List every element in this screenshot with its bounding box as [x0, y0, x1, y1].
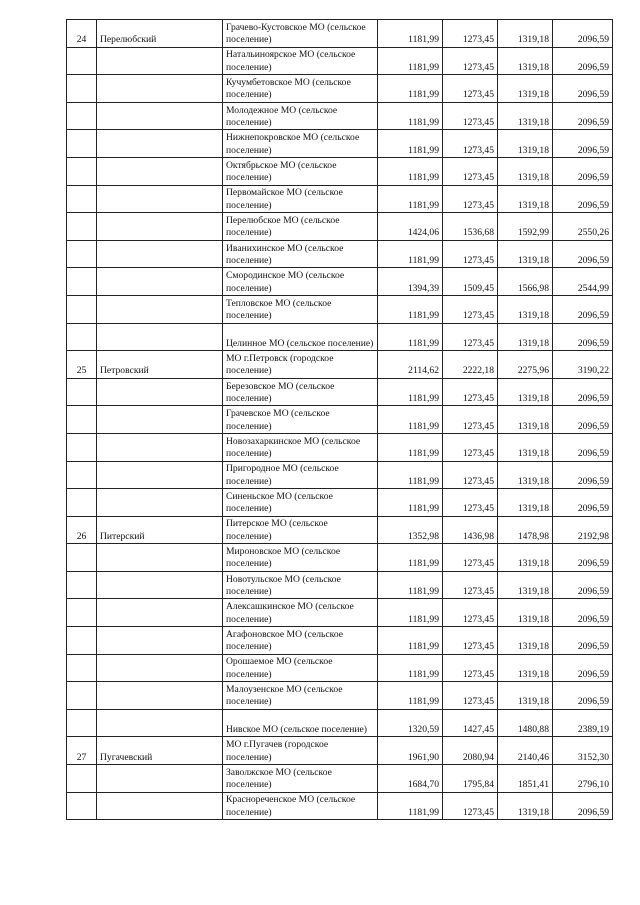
- district-name: [97, 433, 223, 461]
- value-col-2: 1273,45: [443, 102, 498, 130]
- row-number: [67, 157, 97, 185]
- municipality-name: Заволжское МО (сельское поселение): [223, 765, 378, 793]
- value-col-1: 1181,99: [378, 75, 443, 103]
- value-col-2: 1509,45: [443, 268, 498, 296]
- row-number: [67, 792, 97, 820]
- value-col-1: 1181,99: [378, 47, 443, 75]
- row-number: 26: [67, 516, 97, 544]
- municipality-name: Перелюбское МО (сельское поселение): [223, 213, 378, 241]
- value-col-4: 2096,59: [553, 102, 613, 130]
- value-col-3: 1319,18: [498, 20, 553, 48]
- municipality-name: Октябрьское МО (сельское поселение): [223, 157, 378, 185]
- value-col-2: 2222,18: [443, 351, 498, 379]
- value-col-1: 1181,99: [378, 654, 443, 682]
- row-number: [67, 102, 97, 130]
- value-col-3: 1851,41: [498, 765, 553, 793]
- value-col-2: 1427,45: [443, 709, 498, 737]
- value-col-2: 1536,68: [443, 213, 498, 241]
- value-col-1: 1424,06: [378, 213, 443, 241]
- district-name: [97, 75, 223, 103]
- district-name: [97, 627, 223, 655]
- value-col-3: 1319,18: [498, 240, 553, 268]
- district-name: [97, 47, 223, 75]
- value-col-1: 1181,99: [378, 130, 443, 158]
- value-col-3: 1319,18: [498, 102, 553, 130]
- municipality-name: Тепловское МО (сельское поселение): [223, 295, 378, 323]
- district-name: [97, 682, 223, 710]
- municipality-name: Первомайское МО (сельское поселение): [223, 185, 378, 213]
- value-col-4: 2096,59: [553, 489, 613, 517]
- row-number: 25: [67, 351, 97, 379]
- value-col-3: 1566,98: [498, 268, 553, 296]
- value-col-4: 2096,59: [553, 571, 613, 599]
- value-col-1: 1320,59: [378, 709, 443, 737]
- value-col-1: 1181,99: [378, 792, 443, 820]
- value-col-2: 1273,45: [443, 682, 498, 710]
- table-row: [67, 765, 613, 793]
- row-number: [67, 268, 97, 296]
- row-number: [67, 571, 97, 599]
- value-col-3: 1592,99: [498, 213, 553, 241]
- value-col-1: 1181,99: [378, 461, 443, 489]
- value-col-3: 1319,18: [498, 599, 553, 627]
- value-col-2: 1273,45: [443, 378, 498, 406]
- municipality-name: МО г.Петровск (городское поселение): [223, 351, 378, 379]
- row-number: [67, 544, 97, 572]
- district-name: [97, 599, 223, 627]
- value-col-4: 2096,59: [553, 323, 613, 351]
- table-row: [67, 433, 613, 461]
- value-col-4: 2096,59: [553, 20, 613, 48]
- value-col-3: 1319,18: [498, 185, 553, 213]
- municipality-name: Кучумбетовское МО (сельское поселение): [223, 75, 378, 103]
- municipality-name: Натальиноярское МО (сельское поселение): [223, 47, 378, 75]
- value-col-1: 1181,99: [378, 406, 443, 434]
- row-number: [67, 75, 97, 103]
- municipality-name: Смородинское МО (сельское поселение): [223, 268, 378, 296]
- value-col-1: 2114,62: [378, 351, 443, 379]
- municipality-name: Агафоновское МО (сельское поселение): [223, 627, 378, 655]
- district-name: [97, 295, 223, 323]
- table-row: [67, 130, 613, 158]
- value-col-1: 1181,99: [378, 102, 443, 130]
- row-number: [67, 185, 97, 213]
- value-col-4: 2096,59: [553, 185, 613, 213]
- value-col-4: 2096,59: [553, 47, 613, 75]
- row-number: [67, 627, 97, 655]
- row-number: [67, 433, 97, 461]
- value-col-4: 3190,22: [553, 351, 613, 379]
- value-col-2: 1273,45: [443, 75, 498, 103]
- district-name: [97, 489, 223, 517]
- table-row: [67, 268, 613, 296]
- value-col-1: 1181,99: [378, 544, 443, 572]
- table-row: [67, 627, 613, 655]
- value-col-2: 1273,45: [443, 433, 498, 461]
- district-name: [97, 765, 223, 793]
- value-col-3: 1478,98: [498, 516, 553, 544]
- row-number: [67, 709, 97, 737]
- row-number: [67, 489, 97, 517]
- value-col-4: 2096,59: [553, 792, 613, 820]
- municipality-name: Мироновское МО (сельское поселение): [223, 544, 378, 572]
- value-col-3: 1319,18: [498, 130, 553, 158]
- value-col-3: 1319,18: [498, 792, 553, 820]
- table-row: [67, 157, 613, 185]
- value-col-3: 1319,18: [498, 489, 553, 517]
- district-name: [97, 406, 223, 434]
- value-col-3: 1319,18: [498, 461, 553, 489]
- table-row: [67, 406, 613, 434]
- value-col-1: 1181,99: [378, 295, 443, 323]
- value-col-2: 1273,45: [443, 130, 498, 158]
- district-name: [97, 323, 223, 351]
- value-col-3: 1319,18: [498, 157, 553, 185]
- value-col-4: 2096,59: [553, 599, 613, 627]
- value-col-4: 2096,59: [553, 654, 613, 682]
- district-name: Петровский: [97, 351, 223, 379]
- municipality-name: Новотульское МО (сельское поселение): [223, 571, 378, 599]
- district-name: [97, 709, 223, 737]
- table-row: [67, 295, 613, 323]
- municipality-name: Пригородное МО (сельское поселение): [223, 461, 378, 489]
- value-col-1: 1181,99: [378, 682, 443, 710]
- value-col-1: 1684,70: [378, 765, 443, 793]
- table-row: [67, 709, 613, 737]
- row-number: [67, 295, 97, 323]
- row-number: [67, 130, 97, 158]
- municipality-name: Молодежное МО (сельское поселение): [223, 102, 378, 130]
- value-col-2: 1273,45: [443, 627, 498, 655]
- row-number: [67, 599, 97, 627]
- row-number: [67, 323, 97, 351]
- value-col-3: 1319,18: [498, 378, 553, 406]
- value-col-1: 1961,90: [378, 737, 443, 765]
- value-col-2: 1273,45: [443, 599, 498, 627]
- value-col-4: 2389,19: [553, 709, 613, 737]
- value-col-1: 1181,99: [378, 378, 443, 406]
- municipality-name: Нижнепокровское МО (сельское поселение): [223, 130, 378, 158]
- value-col-2: 1273,45: [443, 157, 498, 185]
- value-col-3: 1319,18: [498, 323, 553, 351]
- district-name: [97, 461, 223, 489]
- value-col-1: 1181,99: [378, 627, 443, 655]
- municipality-name: Синеньское МО (сельское поселение): [223, 489, 378, 517]
- table-row: [67, 544, 613, 572]
- value-col-2: 1273,45: [443, 571, 498, 599]
- value-col-1: 1181,99: [378, 240, 443, 268]
- value-col-4: 2096,59: [553, 130, 613, 158]
- district-name: [97, 378, 223, 406]
- value-col-4: 2096,59: [553, 157, 613, 185]
- table-row: [67, 571, 613, 599]
- value-col-3: 1319,18: [498, 654, 553, 682]
- value-col-4: 2096,59: [553, 627, 613, 655]
- table-row: [67, 47, 613, 75]
- value-col-1: 1181,99: [378, 489, 443, 517]
- value-col-3: 2140,46: [498, 737, 553, 765]
- tariff-table: [66, 19, 613, 820]
- municipality-name: Березовское МО (сельское поселение): [223, 378, 378, 406]
- municipality-name: Алексашкинское МО (сельское поселение): [223, 599, 378, 627]
- row-number: 27: [67, 737, 97, 765]
- table-row: [67, 20, 613, 48]
- value-col-1: 1181,99: [378, 157, 443, 185]
- district-name: Пугачевский: [97, 737, 223, 765]
- table-row: [67, 102, 613, 130]
- row-number: [67, 765, 97, 793]
- row-number: [67, 654, 97, 682]
- value-col-1: 1181,99: [378, 185, 443, 213]
- district-name: [97, 268, 223, 296]
- value-col-1: 1352,98: [378, 516, 443, 544]
- municipality-name: Питерское МО (сельское поселение): [223, 516, 378, 544]
- value-col-2: 1273,45: [443, 20, 498, 48]
- table-row: [67, 185, 613, 213]
- value-col-2: 1273,45: [443, 654, 498, 682]
- value-col-2: 1273,45: [443, 295, 498, 323]
- value-col-2: 1273,45: [443, 792, 498, 820]
- value-col-4: 2096,59: [553, 378, 613, 406]
- row-number: [67, 378, 97, 406]
- value-col-4: 2096,59: [553, 433, 613, 461]
- value-col-3: 1319,18: [498, 682, 553, 710]
- row-number: [67, 461, 97, 489]
- municipality-name: Целинное МО (сельское поселение): [223, 323, 378, 351]
- table-row: [67, 599, 613, 627]
- district-name: Питерский: [97, 516, 223, 544]
- table-row: [67, 75, 613, 103]
- municipality-name: Грачево-Кустовское МО (сельское поселение): [223, 20, 378, 48]
- value-col-3: 1319,18: [498, 406, 553, 434]
- value-col-3: 1480,88: [498, 709, 553, 737]
- value-col-2: 1273,45: [443, 544, 498, 572]
- value-col-4: 2096,59: [553, 75, 613, 103]
- value-col-3: 1319,18: [498, 295, 553, 323]
- row-number: [67, 213, 97, 241]
- value-col-1: 1181,99: [378, 323, 443, 351]
- value-col-3: 1319,18: [498, 433, 553, 461]
- value-col-1: 1181,99: [378, 571, 443, 599]
- row-number: [67, 47, 97, 75]
- table-row: [67, 213, 613, 241]
- value-col-2: 1273,45: [443, 240, 498, 268]
- table-row: [67, 516, 613, 544]
- value-col-1: 1181,99: [378, 599, 443, 627]
- district-name: [97, 240, 223, 268]
- table-row: [67, 461, 613, 489]
- municipality-name: Грачевское МО (сельское поселение): [223, 406, 378, 434]
- value-col-2: 1273,45: [443, 461, 498, 489]
- value-col-1: 1394,39: [378, 268, 443, 296]
- value-col-4: 2096,59: [553, 461, 613, 489]
- row-number: [67, 406, 97, 434]
- value-col-2: 1273,45: [443, 489, 498, 517]
- district-name: [97, 571, 223, 599]
- value-col-2: 2080,94: [443, 737, 498, 765]
- district-name: [97, 157, 223, 185]
- value-col-4: 2096,59: [553, 682, 613, 710]
- municipality-name: Малоузенское МО (сельское поселение): [223, 682, 378, 710]
- district-name: [97, 544, 223, 572]
- table-row: [67, 737, 613, 765]
- value-col-3: 1319,18: [498, 571, 553, 599]
- value-col-2: 1273,45: [443, 323, 498, 351]
- municipality-name: Орошаемое МО (сельское поселение): [223, 654, 378, 682]
- table-row: [67, 323, 613, 351]
- value-col-4: 2796,10: [553, 765, 613, 793]
- value-col-1: 1181,99: [378, 433, 443, 461]
- district-name: Перелюбский: [97, 20, 223, 48]
- value-col-4: 2096,59: [553, 544, 613, 572]
- municipality-name: МО г.Пугачев (городское поселение): [223, 737, 378, 765]
- value-col-3: 1319,18: [498, 47, 553, 75]
- value-col-2: 1795,84: [443, 765, 498, 793]
- row-number: [67, 240, 97, 268]
- value-col-4: 2192,98: [553, 516, 613, 544]
- municipality-name: Иванихинское МО (сельское поселение): [223, 240, 378, 268]
- municipality-name: Новозахаркинское МО (сельское поселение): [223, 433, 378, 461]
- table-row: [67, 489, 613, 517]
- table-row: [67, 654, 613, 682]
- value-col-4: 2096,59: [553, 295, 613, 323]
- value-col-4: 2550,26: [553, 213, 613, 241]
- table-body: [67, 20, 613, 820]
- value-col-3: 1319,18: [498, 544, 553, 572]
- value-col-1: 1181,99: [378, 20, 443, 48]
- value-col-2: 1273,45: [443, 47, 498, 75]
- municipality-name: Нивское МО (сельское поселение): [223, 709, 378, 737]
- value-col-2: 1273,45: [443, 406, 498, 434]
- district-name: [97, 213, 223, 241]
- table-row: [67, 682, 613, 710]
- table-row: [67, 378, 613, 406]
- value-col-4: 2544,99: [553, 268, 613, 296]
- value-col-3: 1319,18: [498, 627, 553, 655]
- district-name: [97, 102, 223, 130]
- district-name: [97, 130, 223, 158]
- value-col-4: 2096,59: [553, 406, 613, 434]
- table-row: [67, 351, 613, 379]
- row-number: [67, 682, 97, 710]
- district-name: [97, 654, 223, 682]
- value-col-4: 3152,30: [553, 737, 613, 765]
- row-number: 24: [67, 20, 97, 48]
- value-col-3: 2275,96: [498, 351, 553, 379]
- value-col-3: 1319,18: [498, 75, 553, 103]
- municipality-name: Краснореченское МО (сельское поселение): [223, 792, 378, 820]
- value-col-2: 1273,45: [443, 185, 498, 213]
- table-row: [67, 240, 613, 268]
- table-row: [67, 792, 613, 820]
- district-name: [97, 792, 223, 820]
- district-name: [97, 185, 223, 213]
- value-col-4: 2096,59: [553, 240, 613, 268]
- value-col-2: 1436,98: [443, 516, 498, 544]
